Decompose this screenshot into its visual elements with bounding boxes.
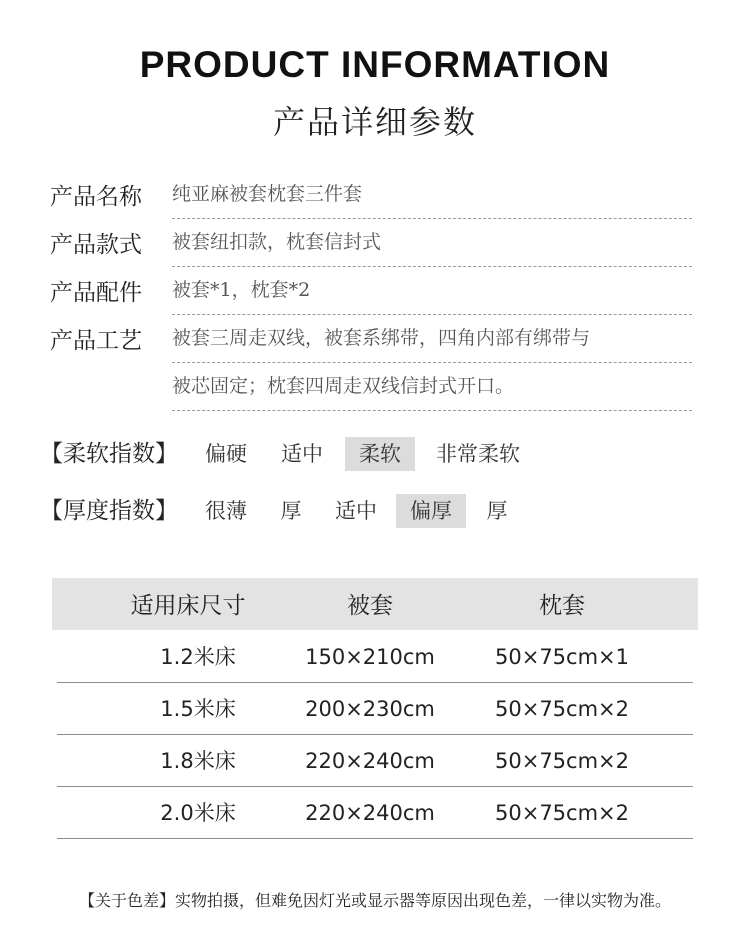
table-row bbox=[57, 786, 693, 839]
softness-title: 【柔软指数】 bbox=[40, 441, 178, 467]
info-label: 产品工艺 bbox=[50, 328, 142, 354]
info-row-craft bbox=[50, 314, 670, 410]
table-cell: 200×230cm bbox=[305, 697, 435, 721]
table-row bbox=[57, 682, 693, 735]
thickness-scale bbox=[40, 494, 560, 528]
table-cell: 1.5米床 bbox=[160, 697, 236, 721]
thickness-option: 适中 bbox=[335, 499, 377, 523]
info-value: 被套三周走双线，被套系绑带，四角内部有绑带与 bbox=[172, 314, 692, 363]
color-difference-note: 【关于色差】实物拍摄，但难免因灯光或显示器等原因出现色差，一律以实物为准。 bbox=[78, 891, 671, 910]
table-cell: 2.0米床 bbox=[160, 801, 236, 825]
table-cell: 220×240cm bbox=[305, 801, 435, 825]
softness-option: 适中 bbox=[281, 442, 323, 466]
table-cell: 150×210cm bbox=[305, 645, 435, 669]
thickness-option: 很薄 bbox=[205, 499, 247, 523]
softness-option: 偏硬 bbox=[205, 442, 247, 466]
table-row bbox=[57, 630, 693, 683]
info-value: 纯亚麻被套枕套三件套 bbox=[172, 170, 692, 219]
info-label: 产品款式 bbox=[50, 232, 142, 258]
thickness-title: 【厚度指数】 bbox=[40, 498, 178, 524]
softness-scale bbox=[40, 437, 560, 471]
column-header: 被套 bbox=[347, 593, 393, 619]
title-en: PRODUCT INFORMATION bbox=[139, 44, 611, 85]
column-header: 适用床尺寸 bbox=[130, 593, 246, 619]
info-label: 产品名称 bbox=[50, 184, 142, 210]
thickness-option-selected: 偏厚 bbox=[396, 494, 466, 528]
softness-option-selected: 柔软 bbox=[345, 437, 415, 471]
table-cell: 1.8米床 bbox=[160, 749, 236, 773]
info-value: 被芯固定；枕套四周走双线信封式开口。 bbox=[172, 362, 692, 411]
table-cell: 50×75cm×1 bbox=[495, 645, 629, 669]
column-header: 枕套 bbox=[539, 593, 585, 619]
table-cell: 220×240cm bbox=[305, 749, 435, 773]
thickness-option: 厚 bbox=[486, 499, 508, 523]
product-info-list bbox=[50, 170, 670, 410]
table-cell: 50×75cm×2 bbox=[495, 749, 629, 773]
info-label: 产品配件 bbox=[50, 280, 142, 306]
table-cell: 50×75cm×2 bbox=[495, 697, 629, 721]
thickness-option: 厚 bbox=[280, 499, 302, 523]
info-value: 被套纽扣款，枕套信封式 bbox=[172, 218, 692, 267]
info-value: 被套*1，枕套*2 bbox=[172, 266, 692, 315]
table-cell: 1.2米床 bbox=[160, 645, 236, 669]
info-row-name bbox=[50, 170, 670, 218]
title-cn: 产品详细参数 bbox=[272, 103, 477, 141]
table-row bbox=[57, 734, 693, 787]
table-cell: 50×75cm×2 bbox=[495, 801, 629, 825]
size-table-header bbox=[52, 578, 698, 630]
info-row-accessories bbox=[50, 266, 670, 314]
info-row-style bbox=[50, 218, 670, 266]
softness-option: 非常柔软 bbox=[436, 442, 520, 466]
